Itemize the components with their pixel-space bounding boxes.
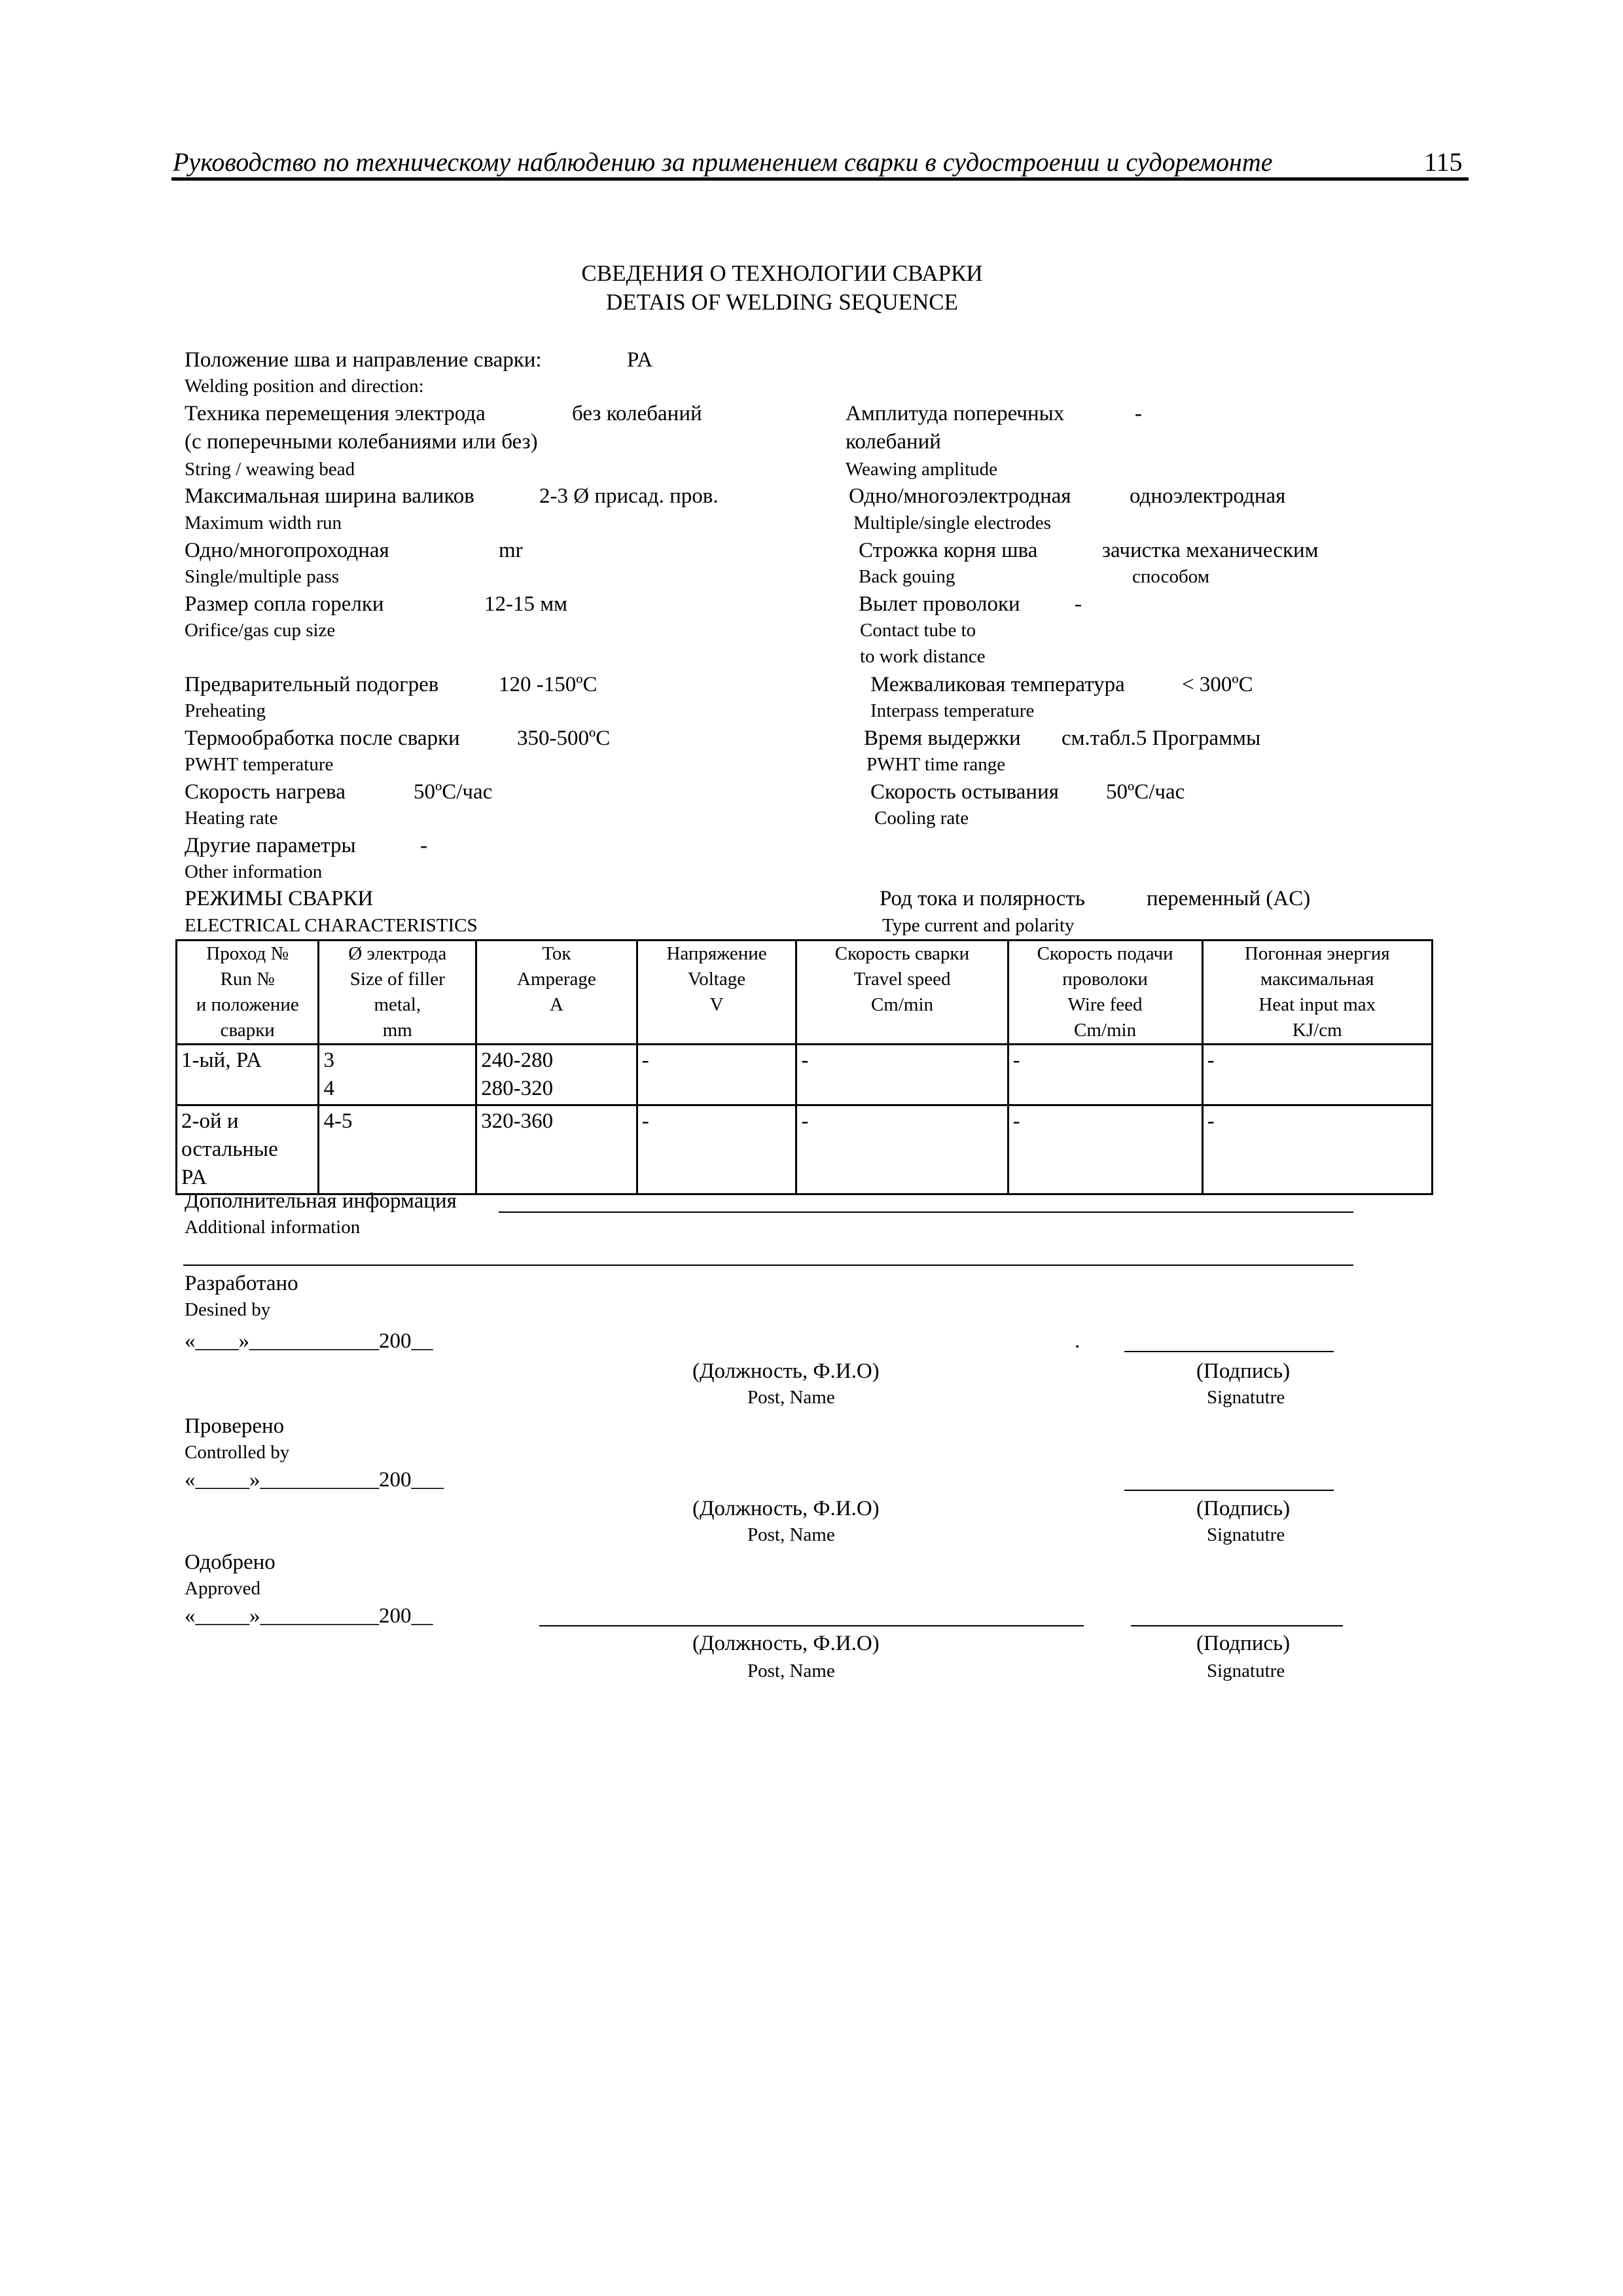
passes-label-ru: Одно/многопроходная	[185, 539, 389, 562]
cooling-rate-value: 50ºС/час	[1106, 780, 1185, 804]
other-label-en: Other information	[185, 861, 323, 882]
back-gouging-label-ru: Строжка корня шва	[859, 539, 1038, 562]
max-width-label-ru: Максимальная ширина валиков	[185, 484, 474, 508]
developed-signature-line[interactable]	[1124, 1351, 1334, 1352]
developed-dot: .	[1075, 1329, 1080, 1353]
current-type-label-en: Type current and polarity	[882, 915, 1075, 936]
table-cell: -	[1202, 1045, 1432, 1105]
amplitude-label-en: Weawing amplitude	[846, 459, 998, 480]
technique-value: без колебаний	[572, 402, 702, 425]
electrical-heading-en: ELECTRICAL CHARACTERISTICS	[185, 915, 478, 936]
amplitude-label-ru: Амплитуда поперечных	[846, 402, 1065, 425]
heating-rate-label-ru: Скорость нагрева	[185, 780, 346, 804]
back-gouging-value: зачистка механическим	[1102, 539, 1319, 562]
interpass-label-ru: Межваликовая температура	[870, 673, 1125, 696]
preheat-value: 120 -150ºС	[499, 673, 597, 696]
developed-label-ru: Разработано	[185, 1272, 298, 1295]
cooling-rate-label-en: Cooling rate	[874, 808, 969, 829]
stickout-label-en-2: to work distance	[860, 646, 986, 667]
technique-label-ru-2: (с поперечными колебаниями или без)	[185, 430, 538, 454]
table-cell: -	[796, 1105, 1008, 1194]
position-value: PA	[627, 348, 653, 372]
hold-time-label-en: PWHT time range	[866, 754, 1006, 775]
column-header-run: Проход № Run № и положение сварки	[177, 941, 319, 1045]
table-cell: 4-5	[319, 1105, 476, 1194]
additional-info-line-2[interactable]	[183, 1265, 1353, 1266]
stickout-label-en: Contact tube to	[860, 620, 976, 641]
stickout-value: -	[1075, 592, 1082, 616]
nozzle-value: 12-15 мм	[484, 592, 568, 616]
table-cell: -	[1008, 1105, 1202, 1194]
cooling-rate-label-ru: Скорость остывания	[870, 780, 1059, 804]
approved-date[interactable]: «_____»___________200__	[185, 1604, 433, 1628]
passes-label-en: Single/multiple pass	[185, 566, 340, 587]
other-label-ru: Другие параметры	[185, 834, 356, 857]
column-header-travel-speed: Скорость сварки Travel speed Cm/min	[796, 941, 1008, 1045]
technique-label-ru: Техника перемещения электрода	[185, 402, 486, 425]
electrodes-label-en: Multiple/single electrodes	[853, 512, 1052, 533]
pwht-label-ru: Термообработка после сварки	[185, 726, 460, 750]
max-width-label-en: Maximum width run	[185, 512, 342, 533]
column-header-voltage: Напряжение Voltage V	[637, 941, 796, 1045]
nozzle-label-ru: Размер сопла горелки	[185, 592, 384, 616]
table-cell: 3 4	[319, 1045, 476, 1105]
table-cell: 2-ой и остальные PA	[177, 1105, 319, 1194]
technique-label-en: String / weawing bead	[185, 459, 355, 480]
preheat-label-en: Preheating	[185, 700, 266, 721]
approved-post-label-ru: (Должность, Ф.И.О)	[692, 1632, 880, 1655]
table-cell: -	[637, 1045, 796, 1105]
checked-label-en: Controlled by	[185, 1442, 290, 1463]
document-title-en: DETAIS OF WELDING SEQUENCE	[605, 289, 959, 315]
checked-sign-label-ru: (Подпись)	[1196, 1497, 1291, 1520]
back-gouging-label-en: Back gouing	[859, 566, 955, 587]
table-row	[177, 1105, 1433, 1194]
approved-post-label-en: Post, Name	[747, 1660, 835, 1681]
electrodes-label-ru: Одно/многоэлектродная	[849, 484, 1071, 508]
pwht-value: 350-500ºС	[517, 726, 611, 750]
additional-info-line[interactable]	[499, 1211, 1353, 1213]
table-cell: -	[1008, 1045, 1202, 1105]
heating-rate-label-en: Heating rate	[185, 808, 278, 829]
table-cell: 320-360	[476, 1105, 637, 1194]
approved-label-ru: Одобрено	[185, 1551, 276, 1574]
passes-value: mr	[499, 539, 523, 562]
table-row	[177, 1045, 1433, 1105]
checked-sign-label-en: Signatutre	[1207, 1524, 1285, 1545]
amplitude-value: -	[1135, 402, 1142, 425]
electrical-heading-ru: РЕЖИМЫ СВАРКИ	[185, 887, 374, 910]
developed-date[interactable]: «____»____________200__	[185, 1329, 433, 1353]
position-label-en: Welding position and direction:	[185, 376, 424, 397]
hold-time-label-ru: Время выдержки	[864, 726, 1021, 750]
approved-label-en: Approved	[185, 1578, 260, 1599]
hold-time-value: см.табл.5 Программы	[1061, 726, 1261, 750]
other-value: -	[420, 834, 427, 857]
header-rule	[171, 177, 1469, 181]
amplitude-label-ru-2: колебаний	[846, 430, 941, 454]
current-type-value: переменный (AC)	[1147, 887, 1311, 910]
column-header-amperage: Ток Amperage A	[476, 941, 637, 1045]
checked-signature-line[interactable]	[1124, 1490, 1334, 1491]
developed-label-en: Desined by	[185, 1299, 271, 1320]
page-number: 115	[1424, 147, 1463, 177]
preheat-label-ru: Предварительный подогрев	[185, 673, 439, 696]
nozzle-label-en: Orifice/gas cup size	[185, 620, 336, 641]
table-cell: 240-280 280-320	[476, 1045, 637, 1105]
checked-date[interactable]: «_____»___________200___	[185, 1468, 444, 1492]
additional-info-label-en: Additional information	[185, 1217, 361, 1238]
running-title: Руководство по техническому наблюдению за применением сварки в судостроении и судоремонте	[173, 147, 1273, 177]
column-header-wire-feed: Скорость подачи проволоки Wire feed Cm/min	[1008, 941, 1202, 1045]
interpass-label-en: Interpass temperature	[870, 700, 1035, 721]
stickout-label-ru: Вылет проволоки	[859, 592, 1020, 616]
current-type-label-ru: Род тока и полярность	[880, 887, 1085, 910]
approved-sign-label-en: Signatutre	[1207, 1660, 1285, 1681]
checked-post-label-ru: (Должность, Ф.И.О)	[692, 1497, 880, 1520]
electrodes-value: одноэлектродная	[1130, 484, 1286, 508]
table-cell: -	[796, 1045, 1008, 1105]
pwht-label-en: PWHT temperature	[185, 754, 334, 775]
heating-rate-value: 50ºС/час	[414, 780, 493, 804]
checked-label-ru: Проверено	[185, 1414, 285, 1438]
back-gouging-value-2: способом	[1132, 566, 1210, 587]
approved-sign-label-ru: (Подпись)	[1196, 1632, 1291, 1655]
column-header-heat-input: Погонная энергия максимальная Heat input max KJ/cm	[1202, 941, 1432, 1045]
developed-sign-label-ru: (Подпись)	[1196, 1359, 1291, 1383]
developed-sign-label-en: Signatutre	[1207, 1387, 1285, 1408]
position-label-ru: Положение шва и направление сварки:	[185, 348, 542, 372]
table-header-row	[177, 941, 1433, 1045]
column-header-filler-size: Ø электрода Size of filler metal, mm	[319, 941, 476, 1045]
max-width-value: 2-3 Ø присад. пров.	[539, 484, 719, 508]
table-cell: -	[637, 1105, 796, 1194]
approved-post-line[interactable]	[539, 1625, 1084, 1626]
electrical-table	[175, 939, 1433, 1195]
document-title-ru: СВЕДЕНИЯ О ТЕХНОЛОГИИ СВАРКИ	[581, 260, 983, 286]
approved-signature-line[interactable]	[1131, 1625, 1343, 1626]
developed-post-label-ru: (Должность, Ф.И.О)	[692, 1359, 880, 1383]
table-cell: -	[1202, 1105, 1432, 1194]
interpass-value: < 300ºС	[1182, 673, 1253, 696]
checked-post-label-en: Post, Name	[747, 1524, 835, 1545]
developed-post-label-en: Post, Name	[747, 1387, 835, 1408]
additional-info-label-ru: Дополнительная информация	[185, 1189, 457, 1213]
table-cell: 1-ый, PA	[177, 1045, 319, 1105]
